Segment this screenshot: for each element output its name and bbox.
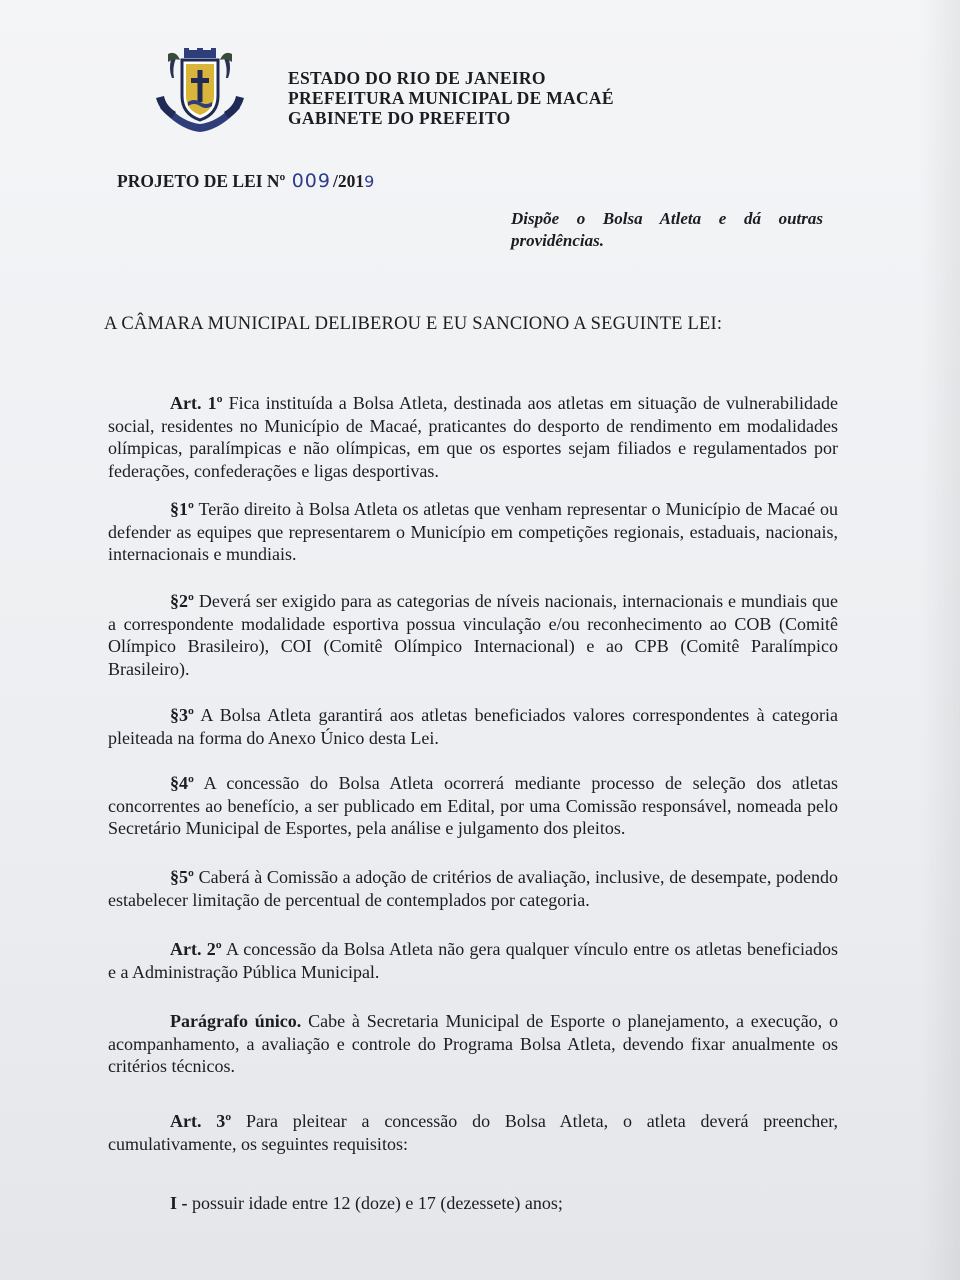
paragraph-label: §1º	[170, 499, 194, 519]
paragraph-label: Parágrafo único.	[170, 1011, 302, 1031]
article-text: A concessão da Bolsa Atleta não gera qualquer vínculo entre os atletas beneficiados e a Administração Pública Municipal.	[108, 939, 838, 982]
paragraph-text: A Bolsa Atleta garantirá aos atletas beneficiados valores correspondentes à categoria pleiteada na forma do Anexo Único desta Lei.	[108, 705, 838, 748]
header-office: GABINETE DO PREFEITO	[288, 108, 511, 128]
paragraph-3	[108, 704, 838, 749]
paragraph-text: Deverá ser exigido para as categorias de níveis nacionais, internacionais e mundiais que a correspondente modalidade esportiva possua vinculação e/ou reconhecimento ao COB (Comitê Olímpico Brasileiro), COI (Comitê Olímpico Internacional) e ao CPB (Comitê Paralímpico Brasileiro).	[108, 591, 838, 679]
article-text: Para pleitear a concessão do Bolsa Atleta, o atleta deverá preencher, cumulativamente, os seguintes requisitos:	[108, 1111, 838, 1154]
item-label: I -	[170, 1193, 188, 1213]
paragraph-label: §5º	[170, 867, 194, 887]
document-header	[288, 68, 614, 128]
item-text: possuir idade entre 12 (doze) e 17 (dezessete) anos;	[187, 1193, 563, 1213]
macae-coat-of-arms-icon	[150, 48, 250, 136]
article-1	[108, 392, 838, 482]
paragraph-1	[108, 498, 838, 566]
header-state: ESTADO DO RIO DE JANEIRO	[288, 68, 546, 88]
bill-label: PROJETO DE LEI Nº	[117, 171, 286, 191]
paragraph-text: Caberá à Comissão a adoção de critérios de avaliação, inclusive, de desempate, podendo estabelecer limitação de percentual de contemplados por categoria.	[108, 867, 838, 910]
bill-title	[117, 170, 374, 192]
page-edge-shadow	[920, 0, 960, 1280]
header-prefecture: PREFEITURA MUNICIPAL DE MACAÉ	[288, 88, 614, 108]
paragraph-4	[108, 772, 838, 840]
paragraph-label: §4º	[170, 773, 194, 793]
bill-summary: Dispõe o Bolsa Atleta e dá outras providências.	[511, 209, 823, 250]
paragraph-text: Cabe à Secretaria Municipal de Esporte o planejamento, a execução, o acompanhamento, a avaliação e controle do Programa Bolsa Atleta, devendo fixar anualmente os critérios técnicos.	[108, 1011, 838, 1076]
item-1	[108, 1192, 838, 1215]
article-label: Art. 2º	[170, 939, 222, 959]
paragraph-2	[108, 590, 838, 680]
article-label: Art. 3º	[170, 1111, 232, 1131]
bill-year-handwritten: 9	[364, 172, 375, 191]
article-text: Fica instituída a Bolsa Atleta, destinada aos atletas em situação de vulnerabilidade social, residentes no Município de Macaé, praticantes do desporto de rendimento em modalidades olímpicas, paralímpicas e não olímpicas, em que os esportes sejam filiados e regulamentados por federações, confederações e ligas desportivas.	[108, 393, 838, 481]
article-2	[108, 938, 838, 983]
paragraph-text: A concessão do Bolsa Atleta ocorrerá mediante processo de seleção dos atletas concorrentes ao benefício, a ser publicado em Edital, por uma Comissão responsável, nomeada pelo Secretário Municipal de Esportes, pela análise e julgamento dos pleitos.	[108, 773, 838, 838]
paragraph-text: Terão direito à Bolsa Atleta os atletas que venham representar o Município de Macaé ou defender as equipes que representarem o Município em competições regionais, estaduais, nacionais, internacionais e mundiais.	[108, 499, 838, 564]
bill-year-prefix: /201	[332, 171, 365, 191]
article-3	[108, 1110, 838, 1155]
paragraph-label: §3º	[170, 705, 194, 725]
enactment-clause: A CÂMARA MUNICIPAL DELIBEROU E EU SANCIONO A SEGUINTE LEI:	[104, 314, 723, 334]
paragraph-label: §2º	[170, 591, 194, 611]
bill-number-handwritten: 009	[291, 170, 331, 192]
paragraph-5	[108, 866, 838, 911]
article-label: Art. 1º	[170, 393, 223, 413]
sole-paragraph	[108, 1010, 838, 1078]
